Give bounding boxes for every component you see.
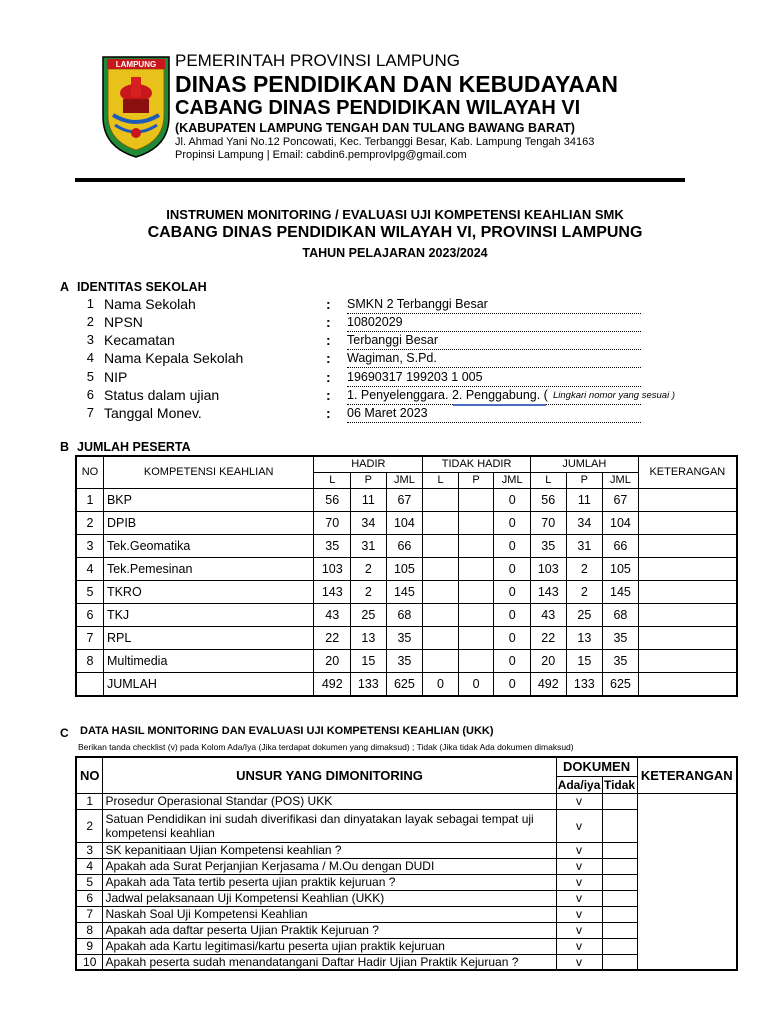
identity-value: 19690317 199203 1 005 — [347, 369, 641, 387]
participants-cell-t-l — [423, 557, 459, 580]
identity-row — [0, 314, 768, 332]
monitoring-item: Apakah peserta sudah menandatangani Daftar Hadir Ujian Praktik Kejuruan ? — [103, 954, 556, 970]
tc-th-ada: Ada/iya — [557, 777, 601, 792]
header-districts: (KABUPATEN LAMPUNG TENGAH DAN TULANG BAWANG BARAT) — [175, 121, 575, 135]
header-branch: CABANG DINAS PENDIDIKAN WILAYAH VI — [175, 97, 581, 119]
identity-colon: : — [326, 332, 331, 348]
participants-cell-name: RPL — [103, 626, 314, 649]
identity-value: Wagiman, S.Pd. — [347, 350, 641, 368]
participants-cell-t-p — [458, 603, 494, 626]
monitoring-tidak-check[interactable] — [602, 858, 637, 874]
monitoring-ada-check[interactable]: v — [556, 874, 602, 890]
participants-cell-h-p: 133 — [351, 672, 387, 696]
participants-row — [76, 534, 737, 557]
participants-cell-name: TKRO — [103, 580, 314, 603]
participants-cell-ket — [638, 603, 737, 626]
identity-row — [0, 332, 768, 350]
monitoring-number: 6 — [76, 890, 103, 906]
identity-value: 06 Maret 2023 — [347, 405, 641, 423]
identity-colon: : — [326, 387, 331, 403]
participants-cell-h-p: 31 — [351, 534, 387, 557]
participants-cell-j-j: 35 — [603, 626, 639, 649]
participants-table — [75, 455, 738, 697]
participants-cell-t-j: 0 — [494, 672, 531, 696]
participants-cell-j-l: 70 — [530, 511, 566, 534]
th-hadir: HADIR — [314, 456, 423, 472]
participants-total-row — [76, 672, 737, 696]
participants-cell-j-j: 35 — [603, 649, 639, 672]
participants-cell-j-l: 43 — [530, 603, 566, 626]
participants-cell-j-l: 492 — [530, 672, 566, 696]
monitoring-tidak-check[interactable] — [602, 922, 637, 938]
participants-cell-t-l — [423, 603, 459, 626]
participants-cell-t-j: 0 — [494, 580, 531, 603]
lampung-crest-logo — [101, 55, 171, 159]
monitoring-tidak-check[interactable] — [602, 890, 637, 906]
participants-cell-name: BKP — [103, 488, 314, 511]
participants-cell-h-l: 56 — [314, 488, 351, 511]
section-c-letter: C — [60, 726, 69, 740]
monitoring-number: 9 — [76, 938, 103, 954]
participants-cell-j-p: 31 — [566, 534, 603, 557]
logo-text: LAMPUNG — [115, 60, 157, 69]
identity-label: Nama Kepala Sekolah — [104, 350, 244, 366]
participants-row — [76, 626, 737, 649]
participants-cell-j-p: 133 — [566, 672, 603, 696]
participants-cell-h-l: 35 — [314, 534, 351, 557]
participants-cell-h-j: 104 — [386, 511, 423, 534]
tc-th-keterangan: KETERANGAN — [637, 757, 737, 793]
participants-cell-h-l: 70 — [314, 511, 351, 534]
monitoring-number: 7 — [76, 906, 103, 922]
identity-number: 7 — [86, 405, 94, 420]
participants-cell-t-j: 0 — [494, 626, 531, 649]
identity-number: 3 — [86, 332, 94, 347]
participants-cell-h-p: 13 — [351, 626, 387, 649]
monitoring-number: 3 — [76, 842, 103, 858]
identity-label: NIP — [104, 369, 128, 385]
th-hadir-l: L — [314, 472, 351, 488]
participants-cell-h-j: 66 — [386, 534, 423, 557]
monitoring-tidak-check[interactable] — [602, 809, 637, 842]
participants-cell-t-l — [423, 488, 459, 511]
participants-cell-name: DPIB — [103, 511, 314, 534]
monitoring-ada-check[interactable]: v — [556, 954, 602, 970]
monitoring-number: 2 — [76, 809, 103, 842]
participants-cell-ket — [638, 557, 737, 580]
participants-cell-t-l — [423, 626, 459, 649]
identity-row — [0, 296, 768, 314]
monitoring-item: Satuan Pendidikan ini sudah diverifikasi dan dinyatakan layak sebagai tempat uji kompetensi keahlian — [103, 809, 556, 842]
participants-cell-name: TKJ — [103, 603, 314, 626]
participants-cell-j-j: 625 — [603, 672, 639, 696]
identity-row — [0, 405, 768, 423]
participants-row — [76, 603, 737, 626]
participants-cell-name: JUMLAH — [103, 672, 314, 696]
identity-label: Status dalam ujian — [104, 387, 220, 403]
tc-th-unsur: UNSUR YANG DIMONITORING — [103, 757, 556, 793]
identity-value: 1. Penyelenggara. 2. Penggabung. ( — [347, 387, 641, 405]
participants-cell-ket — [638, 626, 737, 649]
participants-cell-t-l: 0 — [423, 672, 459, 696]
identity-note: Lingkari nomor yang sesuai ) — [553, 390, 675, 401]
participants-cell-no: 1 — [76, 488, 103, 511]
document-title-line2: CABANG DINAS PENDIDIKAN WILAYAH VI, PROVINSI LAMPUNG — [147, 224, 643, 241]
participants-cell-t-p — [458, 626, 494, 649]
participants-cell-t-j: 0 — [494, 534, 531, 557]
monitoring-item: Apakah ada Tata tertib peserta ujian praktik kejuruan ? — [103, 874, 556, 890]
identity-row — [0, 387, 768, 405]
document-title-line3: TAHUN PELAJARAN 2023/2024 — [302, 246, 488, 260]
identity-label: NPSN — [104, 314, 143, 330]
monitoring-row — [76, 793, 737, 809]
participants-cell-t-j: 0 — [494, 649, 531, 672]
monitoring-number: 10 — [76, 954, 103, 970]
monitoring-ada-check[interactable]: v — [556, 922, 602, 938]
identity-number: 5 — [86, 369, 94, 384]
monitoring-tidak-check[interactable] — [602, 954, 637, 970]
participants-cell-t-p — [458, 534, 494, 557]
participants-cell-t-p — [458, 580, 494, 603]
participants-cell-t-l — [423, 534, 459, 557]
monitoring-ada-check[interactable]: v — [556, 793, 602, 809]
monitoring-item: Jadwal pelaksanaan Uji Kompetensi Keahlian (UKK) — [103, 890, 556, 906]
participants-cell-name: Multimedia — [103, 649, 314, 672]
participants-cell-t-p — [458, 511, 494, 534]
participants-cell-no: 2 — [76, 511, 103, 534]
identity-label: Kecamatan — [104, 332, 175, 348]
participants-cell-j-p: 34 — [566, 511, 603, 534]
participants-cell-h-p: 2 — [351, 580, 387, 603]
participants-cell-h-l: 22 — [314, 626, 351, 649]
header-agency: DINAS PENDIDIKAN DAN KEBUDAYAAN — [175, 71, 619, 97]
monitoring-ada-check[interactable]: v — [556, 858, 602, 874]
th-hadir-p: P — [351, 472, 387, 488]
header-contact: Propinsi Lampung | Email: cabdin6.pemprovlpg@gmail.com — [175, 149, 467, 161]
identity-number: 1 — [86, 296, 94, 311]
monitoring-ada-check[interactable]: v — [556, 809, 602, 842]
section-b-heading: JUMLAH PESERTA — [77, 440, 191, 454]
identity-row — [0, 350, 768, 368]
participants-cell-h-l: 43 — [314, 603, 351, 626]
monitoring-ada-check[interactable]: v — [556, 938, 602, 954]
section-c-instruction: Berikan tanda checklist (v) pada Kolom Ada/Iya (Jika terdapat dokumen yang dimaksud) ; Tidak (Jika tidak Ada dokumen dimaksud) — [78, 742, 574, 752]
th-jumlah-jml: JML — [603, 472, 639, 488]
participants-cell-t-l — [423, 649, 459, 672]
participants-cell-j-l: 20 — [530, 649, 566, 672]
participants-cell-j-l: 103 — [530, 557, 566, 580]
monitoring-table — [75, 756, 738, 971]
participants-cell-j-l: 56 — [530, 488, 566, 511]
monitoring-tidak-check[interactable] — [602, 938, 637, 954]
monitoring-tidak-check[interactable] — [602, 793, 637, 809]
participants-cell-j-p: 11 — [566, 488, 603, 511]
participants-cell-j-j: 68 — [603, 603, 639, 626]
participants-cell-j-j: 104 — [603, 511, 639, 534]
participants-cell-no: 3 — [76, 534, 103, 557]
participants-cell-no: 7 — [76, 626, 103, 649]
participants-row — [76, 557, 737, 580]
participants-cell-h-p: 2 — [351, 557, 387, 580]
identity-colon: : — [326, 296, 331, 312]
tc-th-dokumen: DOKUMEN — [556, 757, 637, 776]
participants-row — [76, 649, 737, 672]
participants-cell-t-p — [458, 557, 494, 580]
th-tidak-l: L — [423, 472, 459, 488]
participants-cell-t-j: 0 — [494, 511, 531, 534]
identity-colon: : — [326, 405, 331, 421]
participants-cell-t-j: 0 — [494, 557, 531, 580]
participants-cell-name: Tek.Pemesinan — [103, 557, 314, 580]
monitoring-ada-check[interactable]: v — [556, 842, 602, 858]
th-no: NO — [76, 456, 103, 488]
document-title-line1: INSTRUMEN MONITORING / EVALUASI UJI KOMPETENSI KEAHLIAN SMK — [166, 207, 624, 222]
participants-cell-h-l: 492 — [314, 672, 351, 696]
participants-cell-j-j: 145 — [603, 580, 639, 603]
participants-cell-j-p: 25 — [566, 603, 603, 626]
tc-th-tidak: Tidak — [603, 777, 636, 792]
header-divider — [75, 178, 685, 182]
th-kompetensi: KOMPETENSI KEAHLIAN — [103, 456, 314, 488]
participants-cell-ket — [638, 488, 737, 511]
participants-cell-j-j: 67 — [603, 488, 639, 511]
participants-cell-h-j: 35 — [386, 626, 423, 649]
participants-cell-ket — [638, 534, 737, 557]
participants-cell-ket — [638, 511, 737, 534]
participants-cell-ket — [638, 649, 737, 672]
monitoring-tidak-check[interactable] — [602, 842, 637, 858]
monitoring-keterangan — [637, 793, 737, 970]
th-hadir-jml: JML — [386, 472, 423, 488]
th-jumlah-l: L — [530, 472, 566, 488]
monitoring-ada-check[interactable]: v — [556, 890, 602, 906]
section-a-heading: IDENTITAS SEKOLAH — [77, 280, 207, 294]
participants-cell-no: 6 — [76, 603, 103, 626]
monitoring-item: Apakah ada Kartu legitimasi/kartu peserta ujian praktik kejuruan — [103, 938, 556, 954]
participants-cell-h-p: 34 — [351, 511, 387, 534]
participants-cell-t-l — [423, 511, 459, 534]
monitoring-number: 4 — [76, 858, 103, 874]
participants-cell-h-l: 103 — [314, 557, 351, 580]
monitoring-item: Apakah ada Surat Perjanjian Kerjasama / M.Ou dengan DUDI — [103, 858, 556, 874]
identity-value: 10802029 — [347, 314, 641, 332]
participants-cell-no: 8 — [76, 649, 103, 672]
participants-row — [76, 580, 737, 603]
identity-label: Tanggal Monev. — [104, 405, 202, 421]
monitoring-number: 8 — [76, 922, 103, 938]
monitoring-item: Prosedur Operasional Standar (POS) UKK — [103, 793, 556, 809]
monitoring-item: SK kepanitiaan Ujian Kompetensi keahlian ? — [103, 842, 556, 858]
participants-cell-h-j: 67 — [386, 488, 423, 511]
participants-cell-t-p: 0 — [458, 672, 494, 696]
identity-label: Nama Sekolah — [104, 296, 196, 312]
identity-number: 2 — [86, 314, 94, 329]
participants-cell-j-p: 2 — [566, 580, 603, 603]
participants-cell-h-p: 25 — [351, 603, 387, 626]
monitoring-tidak-check[interactable] — [602, 874, 637, 890]
participants-cell-h-j: 35 — [386, 649, 423, 672]
monitoring-ada-check[interactable]: v — [556, 906, 602, 922]
th-tidak-hadir: TIDAK HADIR — [423, 456, 531, 472]
participants-cell-ket — [638, 672, 737, 696]
identity-number: 4 — [86, 350, 94, 365]
identity-value: Terbanggi Besar — [347, 332, 641, 350]
participants-cell-h-j: 625 — [386, 672, 423, 696]
identity-row — [0, 369, 768, 387]
participants-cell-h-p: 15 — [351, 649, 387, 672]
th-jumlah: JUMLAH — [530, 456, 638, 472]
monitoring-number: 1 — [76, 793, 103, 809]
identity-value: SMKN 2 Terbanggi Besar — [347, 296, 641, 314]
participants-cell-j-p: 15 — [566, 649, 603, 672]
th-tidak-jml: JML — [494, 472, 531, 488]
participants-cell-j-l: 35 — [530, 534, 566, 557]
identity-colon: : — [326, 350, 331, 366]
participants-cell-h-p: 11 — [351, 488, 387, 511]
header-province: PEMERINTAH PROVINSI LAMPUNG — [175, 51, 460, 70]
th-keterangan: KETERANGAN — [638, 456, 737, 488]
section-a-letter: A — [60, 280, 70, 294]
th-jumlah-p: P — [566, 472, 603, 488]
participants-cell-j-l: 143 — [530, 580, 566, 603]
participants-cell-t-j: 0 — [494, 603, 531, 626]
participants-cell-t-j: 0 — [494, 488, 531, 511]
participants-cell-h-l: 20 — [314, 649, 351, 672]
participants-cell-ket — [638, 580, 737, 603]
participants-cell-j-p: 2 — [566, 557, 603, 580]
participants-cell-j-l: 22 — [530, 626, 566, 649]
participants-cell-t-p — [458, 488, 494, 511]
header-address: Jl. Ahmad Yani No.12 Poncowati, Kec. Terbanggi Besar, Kab. Lampung Tengah 34163 — [175, 136, 595, 148]
participants-cell-h-j: 105 — [386, 557, 423, 580]
participants-cell-t-p — [458, 649, 494, 672]
tc-th-no: NO — [76, 757, 103, 793]
participants-cell-no: 5 — [76, 580, 103, 603]
identity-number: 6 — [86, 387, 94, 402]
participants-cell-j-j: 66 — [603, 534, 639, 557]
participants-row — [76, 511, 737, 534]
th-tidak-p: P — [458, 472, 494, 488]
monitoring-item: Naskah Soal Uji Kompetensi Keahlian — [103, 906, 556, 922]
monitoring-item: Apakah ada daftar peserta Ujian Praktik Kejuruan ? — [103, 922, 556, 938]
identity-colon: : — [326, 369, 331, 385]
participants-cell-j-p: 13 — [566, 626, 603, 649]
participants-cell-h-j: 68 — [386, 603, 423, 626]
participants-cell-h-l: 143 — [314, 580, 351, 603]
monitoring-number: 5 — [76, 874, 103, 890]
participants-cell-no — [76, 672, 103, 696]
identity-colon: : — [326, 314, 331, 330]
section-c-heading: DATA HASIL MONITORING DAN EVALUASI UJI KOMPETENSI KEAHLIAN (UKK) — [80, 725, 494, 737]
participants-cell-name: Tek.Geomatika — [103, 534, 314, 557]
participants-cell-t-l — [423, 580, 459, 603]
participants-cell-h-j: 145 — [386, 580, 423, 603]
monitoring-tidak-check[interactable] — [602, 906, 637, 922]
participants-row — [76, 488, 737, 511]
section-b-letter: B — [60, 440, 70, 454]
participants-cell-no: 4 — [76, 557, 103, 580]
participants-cell-j-j: 105 — [603, 557, 639, 580]
